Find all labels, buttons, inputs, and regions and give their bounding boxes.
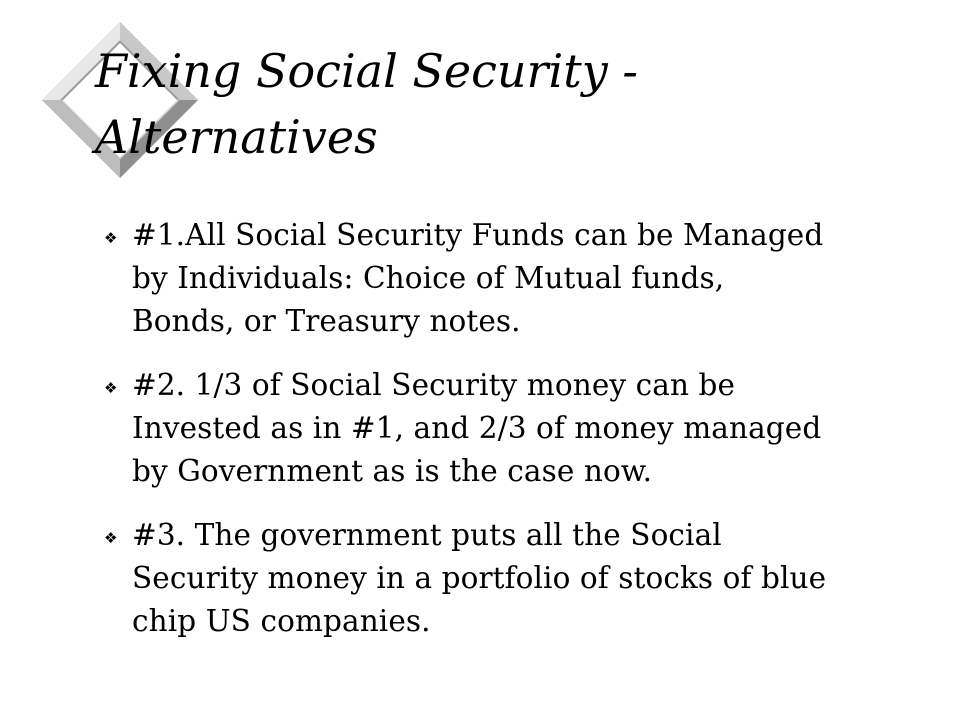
- bullet-1-line-1: #1.All Social Security Funds can be Managed: [132, 218, 824, 252]
- bullet-item-1: [104, 214, 924, 343]
- bullet-item-2: [104, 364, 924, 493]
- bullet-2-line-2: Invested as in #1, and 2/3 of money managed: [132, 411, 822, 445]
- bullet-item-3: [104, 514, 924, 643]
- bullet-2-line-3: by Government as is the case now.: [132, 454, 653, 488]
- bullet-3-line-1: #3. The government puts all the Social: [132, 518, 722, 552]
- bullet-text-1: [132, 214, 924, 343]
- title-line-2: Alternatives: [95, 110, 378, 164]
- bullet-3-line-3: chip US companies.: [132, 604, 431, 638]
- bullet-3-line-2: Security money in a portfolio of stocks of blue: [132, 561, 827, 595]
- bullet-text-3: [132, 514, 924, 643]
- four-petal-diamond-bullet-icon: ❖: [104, 229, 118, 247]
- bullet-2-line-1: #2. 1/3 of Social Security money can be: [132, 368, 736, 402]
- title-line-1: Fixing Social Security -: [95, 44, 638, 98]
- bullet-list: [104, 214, 924, 664]
- bullet-1-line-2: by Individuals: Choice of Mutual funds,: [132, 261, 725, 295]
- slide-title: [95, 38, 915, 170]
- bullet-1-line-3: Bonds, or Treasury notes.: [132, 304, 521, 338]
- four-petal-diamond-bullet-icon: ❖: [104, 379, 118, 397]
- bullet-text-2: [132, 364, 924, 493]
- four-petal-diamond-bullet-icon: ❖: [104, 529, 118, 547]
